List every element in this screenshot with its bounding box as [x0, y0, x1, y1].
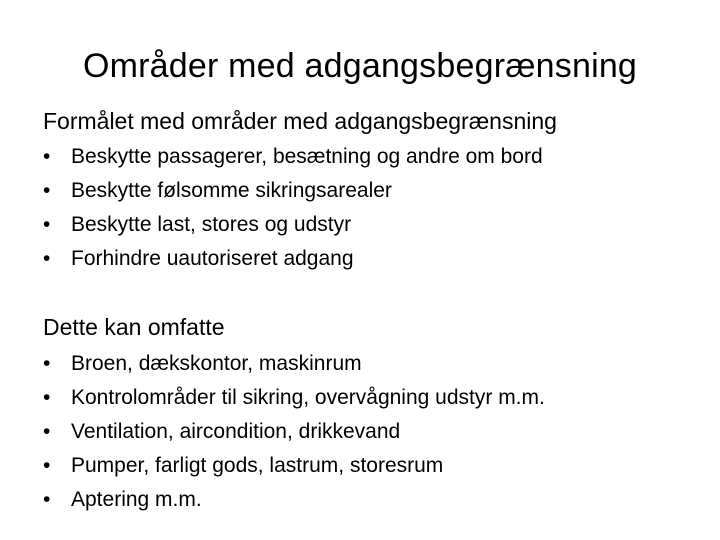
- bullet-icon: •: [43, 352, 51, 375]
- section-heading-scope: Dette kan omfatte: [43, 314, 225, 340]
- bullet-icon: •: [43, 145, 51, 168]
- bullet-text: Broen, dækskontor, maskinrum: [71, 352, 362, 375]
- bullet-icon: •: [43, 179, 51, 202]
- bullet-icon: •: [43, 213, 51, 236]
- bullet-icon: •: [43, 386, 51, 409]
- bullet-text: Beskytte passagerer, besætning og andre om bord: [71, 145, 543, 168]
- bullet-text: Beskytte last, stores og udstyr: [71, 213, 352, 236]
- bullet-text: Forhindre uautoriseret adgang: [71, 247, 354, 270]
- bullet-icon: •: [43, 488, 51, 511]
- bullet-text: Ventilation, aircondition, drikkevand: [71, 420, 401, 443]
- bullet-text: Pumper, farligt gods, lastrum, storesrum: [71, 454, 444, 477]
- bullet-icon: •: [43, 454, 51, 477]
- slide-title: Områder med adgangsbegrænsning: [82, 47, 638, 85]
- bullet-text: Kontrolområder til sikring, overvågning udstyr m.m.: [71, 386, 545, 409]
- bullet-icon: •: [43, 247, 51, 270]
- section-heading-purpose: Formålet med områder med adgangsbegrænsning: [43, 108, 557, 134]
- bullet-text: Aptering m.m.: [71, 488, 202, 511]
- bullet-icon: •: [43, 420, 51, 443]
- bullet-text: Beskytte følsomme sikringsarealer: [71, 179, 392, 202]
